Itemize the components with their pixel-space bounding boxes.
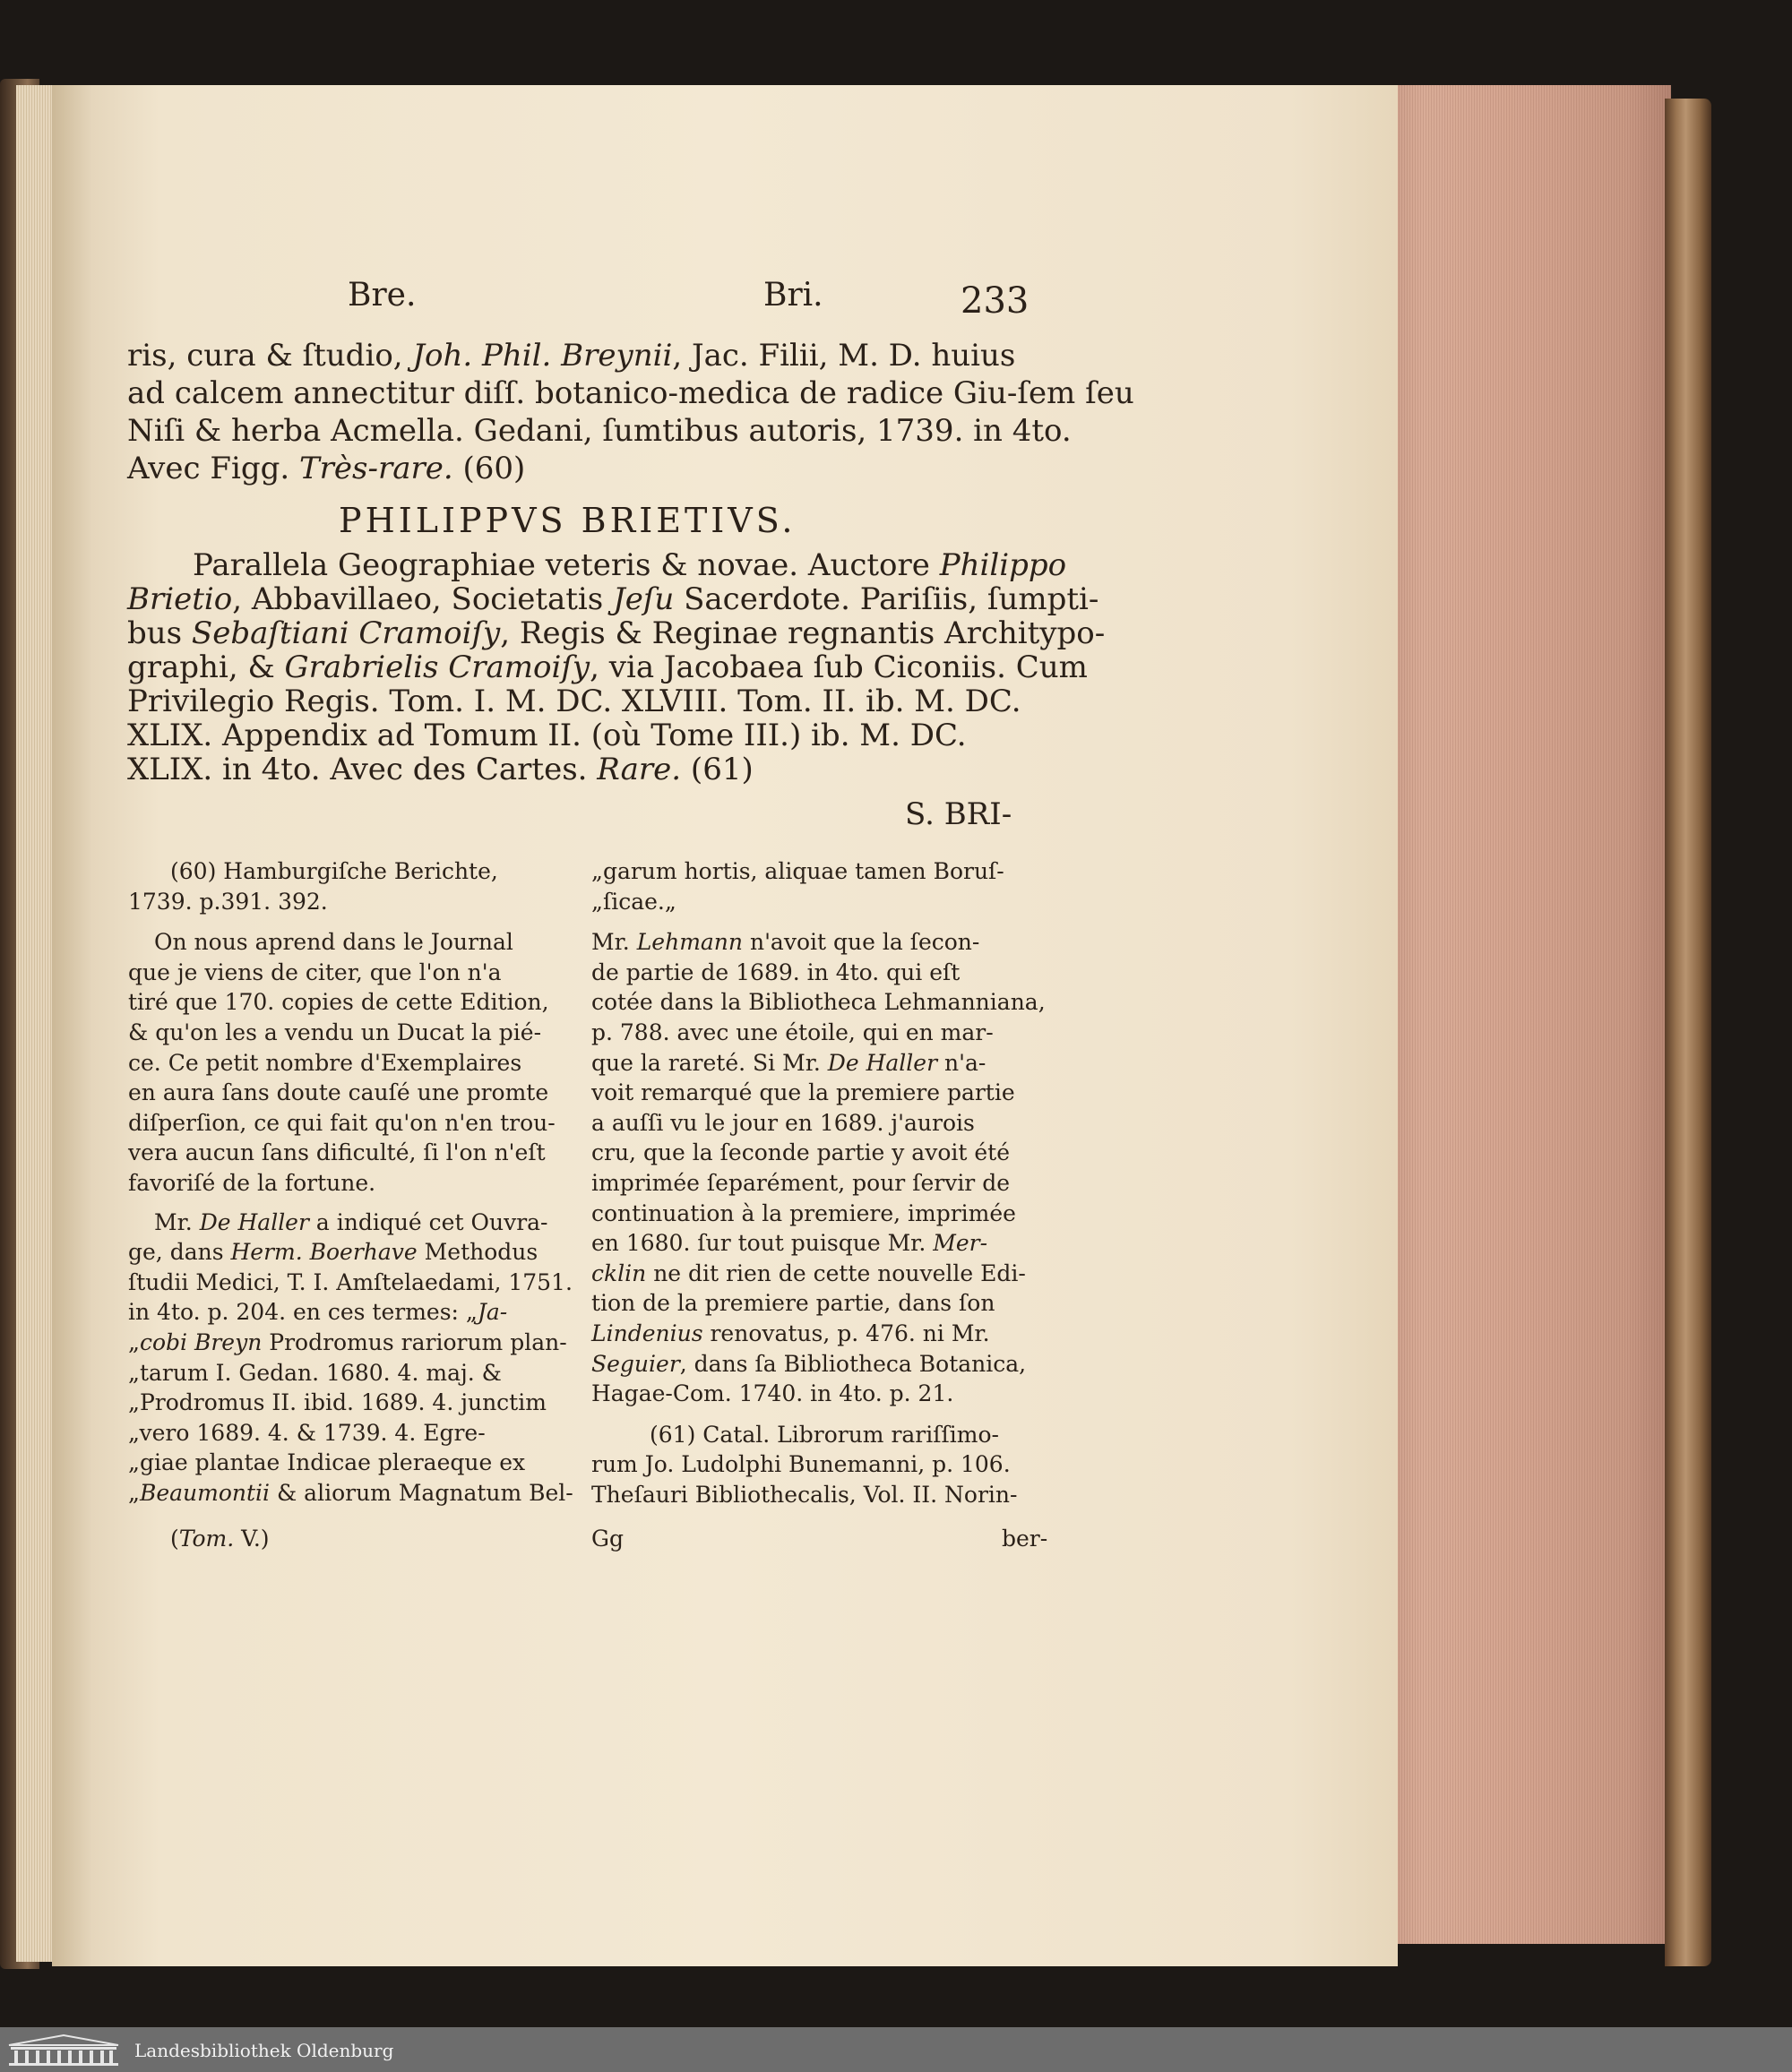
footnote-line: favoriſé de la fortune. xyxy=(128,1170,376,1196)
footnote-line: en 1680. ſur tout puisque Mr. Mer- xyxy=(591,1230,988,1257)
author-heading: PHILIPPVS BRIETIVS. xyxy=(339,501,797,540)
footnote-line: p. 788. avec une étoile, qui en mar- xyxy=(591,1019,994,1045)
footnote-line: (Tom. V.) xyxy=(170,1526,270,1552)
header-left: Bre. xyxy=(348,277,417,314)
entry-line: Parallela Geographiae veteris & novae. Auctore Philippo xyxy=(193,547,1067,583)
footnote-line: „giae plantae Indicae pleraeque ex xyxy=(128,1449,526,1476)
footnote-line: „Beaumontii & aliorum Magnatum Bel- xyxy=(128,1480,573,1506)
footnote-line: Mr. De Haller a indiqué cet Ouvra- xyxy=(154,1208,548,1235)
footnote-line: que je viens de citer, que l'on n'a xyxy=(128,959,502,985)
footnote-line: „cobi Breyn Prodromus rariorum plan- xyxy=(128,1329,567,1355)
footnote-line: tiré que 170. copies de cette Edition, xyxy=(128,989,549,1016)
footnote-line: vera aucun ſans dificulté, ſi l'on n'eſt xyxy=(128,1139,546,1166)
footnote-line: in 4to. p. 204. en ces termes: „Ja- xyxy=(128,1299,508,1326)
footnote-line: & qu'on les a vendu un Ducat la pié- xyxy=(128,1019,542,1045)
footnote-line: „tarum I. Gedan. 1680. 4. maj. & xyxy=(128,1359,502,1386)
footnote-line: ce. Ce petit nombre d'Exemplaires xyxy=(128,1049,522,1076)
library-footer-bar xyxy=(0,2027,1792,2072)
footnote-line: ber- xyxy=(1002,1526,1048,1552)
library-building-icon xyxy=(5,2033,122,2067)
footnote-line: „vero 1689. 4. & 1739. 4. Egre- xyxy=(128,1419,486,1446)
footnote-line: en aura ſans doute cauſé une promte xyxy=(128,1079,549,1106)
footnote-line: ſtudii Medici, T. I. Amſtelaedami, 1751. xyxy=(128,1268,573,1295)
footnote-line: Seguier, dans ſa Bibliotheca Botanica, xyxy=(591,1350,1027,1377)
footnote-line: Mr. Lehmann n'avoit que la ſecon- xyxy=(591,929,980,956)
footnote-line: de partie de 1689. in 4to. qui eſt xyxy=(591,959,961,985)
footnote-line: Lindenius renovatus, p. 476. ni Mr. xyxy=(591,1320,990,1346)
entry-line: XLIX. in 4to. Avec des Cartes. Rare. (61) xyxy=(127,752,754,787)
footnote-line: cru, que la ſeconde partie y avoit été xyxy=(591,1139,1011,1166)
footnote-line: rum Jo. Ludolphi Bunemanni, p. 106. xyxy=(591,1451,1011,1478)
footnote-line: tion de la premiere partie, dans ſon xyxy=(591,1290,995,1317)
footnote-line: continuation à la premiere, imprimée xyxy=(591,1199,1016,1226)
entry-line: Niſi & herba Acmella. Gedani, ſumtibus autoris, 1739. in 4to. xyxy=(127,413,1072,449)
page-number: 233 xyxy=(961,280,1030,322)
entry-line: Avec Figg. Très-rare. (60) xyxy=(127,451,526,486)
footnote-line: Gg xyxy=(591,1526,624,1552)
entry-line: ris, cura & ſtudio, Joh. Phil. Breynii, Jac. Filii, M. D. huius xyxy=(127,338,1016,374)
footnote-line: „ſicae.„ xyxy=(591,888,676,915)
footnote-line: 1739. p.391. 392. xyxy=(128,888,328,915)
footnote-line: „Prodromus II. ibid. 1689. 4. junctim xyxy=(128,1389,547,1416)
entry-line: Brietio, Abbavillaeo, Societatis Jeſu Sacerdote. Pariſiis, ſumpti- xyxy=(127,581,1099,617)
footnote-line: que la rareté. Si Mr. De Haller n'a- xyxy=(591,1049,986,1076)
entry-line: XLIX. Appendix ad Tomum II. (où Tome III.) ib. M. DC. xyxy=(127,718,967,753)
footnote-line: On nous aprend dans le Journal xyxy=(154,929,513,956)
footer-label: Landesbibliothek Oldenburg xyxy=(134,2040,394,2061)
entry-line: ad calcem annectitur diſſ. botanico-medica de radice Giu-ſem ſeu xyxy=(127,375,1134,411)
back-cover xyxy=(1665,99,1711,1966)
footnote-line: (60) Hamburgiſche Berichte, xyxy=(170,858,498,884)
footnote-line: diſperſion, ce qui fait qu'on n'en trou- xyxy=(128,1109,556,1136)
footnote-line: Hagae-Com. 1740. in 4to. p. 21. xyxy=(591,1380,954,1407)
footnote-line: a auſſi vu le jour en 1689. j'aurois xyxy=(591,1109,975,1136)
header-center: Bri. xyxy=(763,277,823,314)
entry-line: graphi, & Grabrielis Cramoiſy, via Jacobaea ſub Ciconiis. Cum xyxy=(127,649,1088,685)
footnote-line: voit remarqué que la premiere partie xyxy=(591,1079,1015,1106)
fore-edge xyxy=(1380,85,1671,1944)
footnote-line: cklin ne dit rien de cette nouvelle Edi- xyxy=(591,1260,1026,1286)
entry-line: bus Sebaſtiani Cramoiſy, Regis & Reginae regnantis Architypo- xyxy=(127,615,1106,651)
footnote-line: ge, dans Herm. Boerhave Methodus xyxy=(128,1239,538,1266)
entry-line: Privilegio Regis. Tom. I. M. DC. XLVIII. Tom. II. ib. M. DC. xyxy=(127,684,1021,719)
footnote-line: imprimée ſeparément, pour ſervir de xyxy=(591,1170,1011,1196)
footnote-line: Theſauri Bibliothecalis, Vol. II. Norin- xyxy=(591,1482,1018,1508)
footnote-line: „garum hortis, aliquae tamen Boruſ- xyxy=(591,858,1004,884)
footnote-line: (61) Catal. Librorum rariſſimo- xyxy=(650,1421,999,1448)
catchword: S. BRI- xyxy=(905,796,1012,832)
footnote-line: cotée dans la Bibliotheca Lehmanniana, xyxy=(591,989,1046,1016)
